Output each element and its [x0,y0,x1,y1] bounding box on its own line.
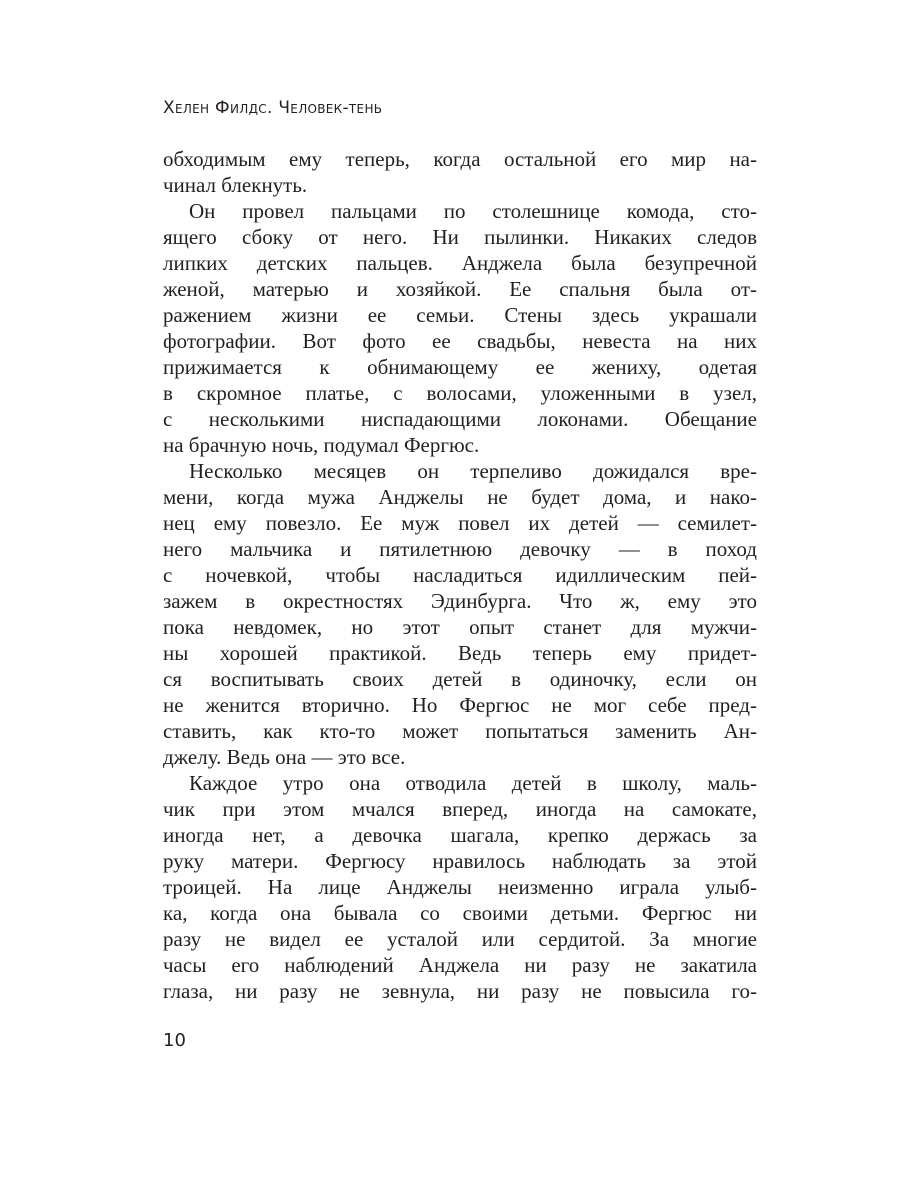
text-line: часы его наблюдений Анджела ни разу не закатила [163,953,757,977]
paragraph [163,458,757,770]
text-line: разу не видел ее усталой или сердитой. За многие [163,927,757,951]
text-line: прижимается к обнимающему ее жениху, одетая [163,355,757,379]
text-line: него мальчика и пятилетнюю девочку — в поход [163,537,757,561]
text-line: нец ему повезло. Ее муж повел их детей — семилет- [163,511,757,535]
text-line: ны хорошей практикой. Ведь теперь ему придет- [163,641,757,665]
text-line: Несколько месяцев он терпеливо дожидался вре- [189,459,757,483]
text-line: глаза, ни разу не зевнула, ни разу не повысила го- [163,979,757,1003]
text-line: с несколькими ниспадающими локонами. Обещание [163,407,757,431]
text-line: мени, когда мужа Анджелы не будет дома, и нако- [163,485,757,509]
text-line: фотографии. Вот фото ее свадьбы, невеста на них [163,329,757,353]
text-line: Он провел пальцами по столешнице комода, сто- [189,199,757,223]
running-header: Хелен Филдс. Человек-тень [163,98,383,118]
text-line: обходимым ему теперь, когда остальной его мир на- [163,147,757,171]
text-line: ся воспитывать своих детей в одиночку, если он [163,667,757,691]
text-line: ражением жизни ее семьи. Стены здесь украшали [163,303,757,327]
text-line: ка, когда она бывала со своими детьми. Фергюс ни [163,901,757,925]
text-line: не женится вторично. Но Фергюс не мог себе пред- [163,693,757,717]
text-line: зажем в окрестностях Эдинбурга. Что ж, ему это [163,589,757,613]
paragraph [163,198,757,458]
body-text [163,146,757,1004]
paragraph [163,770,757,1004]
text-line: пока невдомек, но этот опыт станет для мужчи- [163,615,757,639]
text-line: липких детских пальцев. Анджела была безупречной [163,251,757,275]
text-line: джелу. Ведь она — это все. [163,745,406,769]
text-line: ящего сбоку от него. Ни пылинки. Никаких следов [163,225,757,249]
text-line: иногда нет, а девочка шагала, крепко держась за [163,823,757,847]
text-line: чинал блекнуть. [163,173,308,197]
text-line: троицей. На лице Анджелы неизменно играла улыб- [163,875,757,899]
text-line: руку матери. Фергюсу нравилось наблюдать за этой [163,849,757,873]
page-number: 10 [163,1030,186,1051]
text-line: ставить, как кто-то может попытаться заменить Ан- [163,719,757,743]
text-line: с ночевкой, чтобы насладиться идиллическим пей- [163,563,757,587]
paragraph [163,146,757,198]
text-line: в скромное платье, с волосами, уложенными в узел, [163,381,757,405]
text-line: на брачную ночь, подумал Фергюс. [163,433,480,457]
text-line: Каждое утро она отводила детей в школу, маль- [189,771,757,795]
text-line: женой, матерью и хозяйкой. Ее спальня была от- [163,277,757,301]
text-line: чик при этом мчался вперед, иногда на самокате, [163,797,757,821]
